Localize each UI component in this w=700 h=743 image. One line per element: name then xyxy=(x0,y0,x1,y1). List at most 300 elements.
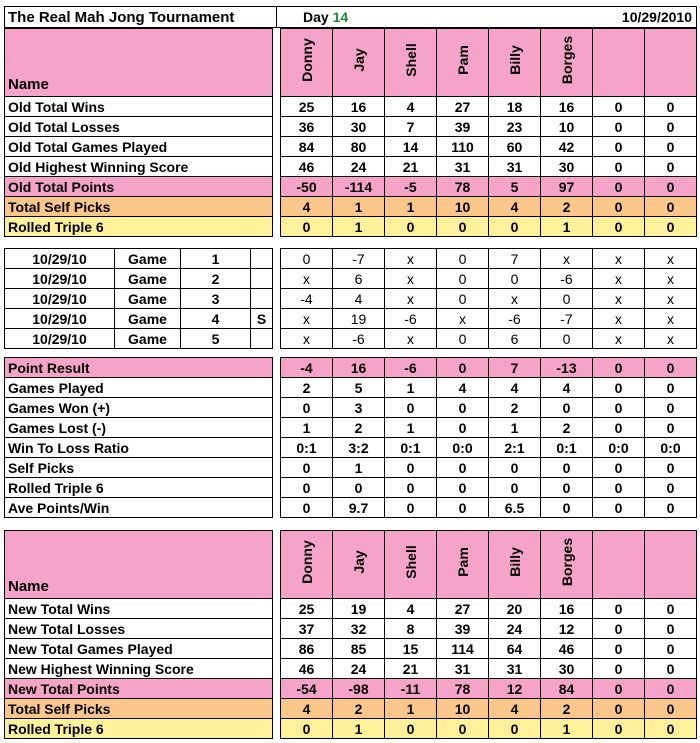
stat-value: 84 xyxy=(541,679,593,699)
new-stats-section xyxy=(4,530,697,739)
result-value: 2 xyxy=(281,378,333,398)
result-value: 0 xyxy=(437,478,489,498)
stat-value: 0 xyxy=(645,659,697,679)
stat-value: 18 xyxy=(489,97,541,117)
stat-value: 14 xyxy=(385,137,437,157)
player-header xyxy=(333,531,385,599)
game-label: Game xyxy=(115,309,181,329)
stat-value: 5 xyxy=(489,177,541,197)
stat-value: 64 xyxy=(489,639,541,659)
game-number: 5 xyxy=(181,329,251,349)
stat-value: 10 xyxy=(437,197,489,217)
game-score: 4 xyxy=(333,289,385,309)
result-value: 0 xyxy=(437,398,489,418)
result-value: 1 xyxy=(385,418,437,438)
result-value: 0 xyxy=(281,398,333,418)
player-header xyxy=(541,531,593,599)
stat-value: 23 xyxy=(489,117,541,137)
stat-value: 24 xyxy=(333,157,385,177)
result-value: 0 xyxy=(437,458,489,478)
result-value: 0:0 xyxy=(645,438,697,458)
game-flag xyxy=(251,269,273,289)
player-name: Shell xyxy=(402,545,419,579)
result-value: 0 xyxy=(541,498,593,518)
result-value: 5 xyxy=(333,378,385,398)
stat-label: Old Total Wins xyxy=(5,97,273,117)
game-score: -6 xyxy=(541,269,593,289)
stat-value: -50 xyxy=(281,177,333,197)
stat-value: 0 xyxy=(437,217,489,237)
stat-value: 46 xyxy=(541,639,593,659)
game-flag xyxy=(251,329,273,349)
stat-value: 0 xyxy=(437,719,489,739)
stat-value: 4 xyxy=(385,599,437,619)
stat-value: 0 xyxy=(645,639,697,659)
result-value: 0 xyxy=(333,478,385,498)
result-value: 0 xyxy=(437,358,489,378)
stat-row xyxy=(5,619,697,639)
result-row xyxy=(5,398,697,418)
stat-row xyxy=(5,197,697,217)
result-value: -13 xyxy=(541,358,593,378)
stat-value: 31 xyxy=(489,659,541,679)
name-header: Name xyxy=(5,29,273,97)
stat-value: 30 xyxy=(541,157,593,177)
result-value: 0 xyxy=(593,358,645,378)
stat-value: 4 xyxy=(489,699,541,719)
game-score: 0 xyxy=(281,249,333,269)
player-header xyxy=(281,29,333,97)
game-score: x xyxy=(281,309,333,329)
game-score: 6 xyxy=(489,329,541,349)
game-score: 0 xyxy=(489,269,541,289)
stat-value: 42 xyxy=(541,137,593,157)
result-value: 0 xyxy=(541,458,593,478)
result-value: 1 xyxy=(489,418,541,438)
player-name: Donny xyxy=(298,38,315,82)
game-score: -6 xyxy=(489,309,541,329)
game-score: x xyxy=(645,269,697,289)
result-value: 0 xyxy=(541,478,593,498)
stat-value: 30 xyxy=(541,659,593,679)
result-value: 0 xyxy=(645,378,697,398)
game-score: x xyxy=(437,309,489,329)
stat-value: 1 xyxy=(385,197,437,217)
stat-label: Rolled Triple 6 xyxy=(5,217,273,237)
game-score: -6 xyxy=(333,329,385,349)
game-score: x xyxy=(593,249,645,269)
title-bar xyxy=(4,6,697,28)
stat-value: 0 xyxy=(645,599,697,619)
player-name: Donny xyxy=(298,540,315,584)
game-score: x xyxy=(645,329,697,349)
stat-value: -11 xyxy=(385,679,437,699)
game-score: x xyxy=(645,309,697,329)
game-score: x xyxy=(593,269,645,289)
result-value: 0:0 xyxy=(593,438,645,458)
stat-value: 85 xyxy=(333,639,385,659)
games-section xyxy=(4,248,697,349)
game-flag xyxy=(251,289,273,309)
stat-label: Old Highest Winning Score xyxy=(5,157,273,177)
result-value: 2 xyxy=(541,418,593,438)
stat-value: 1 xyxy=(333,217,385,237)
stat-row xyxy=(5,177,697,197)
stat-value: 0 xyxy=(281,217,333,237)
stat-row xyxy=(5,699,697,719)
stat-value: 0 xyxy=(489,217,541,237)
player-header xyxy=(541,29,593,97)
player-name: Jay xyxy=(350,48,367,72)
result-value: 0 xyxy=(385,478,437,498)
game-score: x xyxy=(541,249,593,269)
game-score: x xyxy=(645,249,697,269)
stat-row xyxy=(5,659,697,679)
stat-value: 2 xyxy=(541,699,593,719)
game-score: 0 xyxy=(437,249,489,269)
stat-value: 2 xyxy=(333,699,385,719)
result-value: 4 xyxy=(489,378,541,398)
stat-value: 12 xyxy=(541,619,593,639)
result-value: 0 xyxy=(645,498,697,518)
result-value: 2 xyxy=(489,398,541,418)
result-row xyxy=(5,498,697,518)
stat-row xyxy=(5,599,697,619)
result-value: 0 xyxy=(593,398,645,418)
stat-value: 0 xyxy=(385,217,437,237)
stat-value: 1 xyxy=(333,719,385,739)
game-score: x xyxy=(385,289,437,309)
result-value: 0:0 xyxy=(437,438,489,458)
result-value: 0 xyxy=(437,498,489,518)
result-value: 0:1 xyxy=(281,438,333,458)
result-value: 2:1 xyxy=(489,438,541,458)
player-header xyxy=(385,531,437,599)
stat-value: 0 xyxy=(593,699,645,719)
stat-value: 78 xyxy=(437,679,489,699)
result-value: 0 xyxy=(593,458,645,478)
game-date: 10/29/10 xyxy=(5,329,115,349)
result-label: Win To Loss Ratio xyxy=(5,438,273,458)
stat-value: 20 xyxy=(489,599,541,619)
player-header xyxy=(281,531,333,599)
stat-label: Total Self Picks xyxy=(5,197,273,217)
stat-value: 19 xyxy=(333,599,385,619)
player-header xyxy=(437,531,489,599)
stat-label: New Total Losses xyxy=(5,619,273,639)
stat-value: 16 xyxy=(541,97,593,117)
player-header xyxy=(489,531,541,599)
stat-value: 0 xyxy=(645,699,697,719)
result-row xyxy=(5,378,697,398)
result-value: 0 xyxy=(385,458,437,478)
game-score: -6 xyxy=(385,309,437,329)
player-name: Pam xyxy=(454,45,471,75)
stat-value: 4 xyxy=(281,699,333,719)
game-score: x xyxy=(281,269,333,289)
result-value: 0 xyxy=(593,418,645,438)
result-value: 4 xyxy=(437,378,489,398)
tournament-title: The Real Mah Jong Tournament xyxy=(5,7,277,28)
game-score: x xyxy=(593,289,645,309)
game-date: 10/29/10 xyxy=(5,269,115,289)
result-label: Ave Points/Win xyxy=(5,498,273,518)
player-header xyxy=(333,29,385,97)
stat-value: 10 xyxy=(437,699,489,719)
stat-value: 0 xyxy=(645,679,697,699)
result-value: 4 xyxy=(541,378,593,398)
player-name: Borges xyxy=(558,35,575,85)
result-value: 6.5 xyxy=(489,498,541,518)
game-score: 6 xyxy=(333,269,385,289)
result-value: -4 xyxy=(281,358,333,378)
old-header-row xyxy=(5,29,697,97)
stat-value: 0 xyxy=(385,719,437,739)
player-header xyxy=(645,29,697,97)
game-score: 19 xyxy=(333,309,385,329)
result-value: 1 xyxy=(385,378,437,398)
stat-row xyxy=(5,117,697,137)
result-value: 0 xyxy=(385,398,437,418)
stat-value: 0 xyxy=(593,97,645,117)
result-value: 9.7 xyxy=(333,498,385,518)
stat-value: 30 xyxy=(333,117,385,137)
stat-label: Total Self Picks xyxy=(5,699,273,719)
game-score: x xyxy=(385,249,437,269)
stat-label: Old Total Losses xyxy=(5,117,273,137)
result-value: 3 xyxy=(333,398,385,418)
stat-value: 114 xyxy=(437,639,489,659)
result-value: 0 xyxy=(645,478,697,498)
player-name: Shell xyxy=(402,43,419,77)
game-flag: S xyxy=(251,309,273,329)
result-row xyxy=(5,458,697,478)
result-value: 16 xyxy=(333,358,385,378)
game-score: x xyxy=(281,329,333,349)
stat-value: 0 xyxy=(645,97,697,117)
stat-value: 4 xyxy=(489,197,541,217)
game-row xyxy=(5,289,697,309)
stat-value: 1 xyxy=(333,197,385,217)
game-label: Game xyxy=(115,289,181,309)
stat-value: -98 xyxy=(333,679,385,699)
player-name: Borges xyxy=(558,537,575,587)
stat-value: 25 xyxy=(281,599,333,619)
result-row xyxy=(5,418,697,438)
game-label: Game xyxy=(115,249,181,269)
stat-value: 97 xyxy=(541,177,593,197)
stat-value: 32 xyxy=(333,619,385,639)
stat-value: 0 xyxy=(593,197,645,217)
result-row xyxy=(5,358,697,378)
result-value: 7 xyxy=(489,358,541,378)
game-number: 3 xyxy=(181,289,251,309)
result-label: Self Picks xyxy=(5,458,273,478)
result-value: 0 xyxy=(645,418,697,438)
game-score: 0 xyxy=(541,289,593,309)
stat-row xyxy=(5,679,697,699)
stat-value: 0 xyxy=(593,619,645,639)
stat-value: 84 xyxy=(281,137,333,157)
stat-value: 0 xyxy=(593,177,645,197)
game-score: 0 xyxy=(437,289,489,309)
new-header-row xyxy=(5,531,697,599)
stat-value: 0 xyxy=(593,679,645,699)
result-value: 0 xyxy=(281,498,333,518)
game-score: 0 xyxy=(437,269,489,289)
player-name: Billy xyxy=(506,547,523,577)
stat-value: 0 xyxy=(593,217,645,237)
stat-value: 60 xyxy=(489,137,541,157)
stat-row xyxy=(5,137,697,157)
result-label: Games Won (+) xyxy=(5,398,273,418)
stat-row xyxy=(5,157,697,177)
stat-value: 0 xyxy=(593,117,645,137)
game-number: 1 xyxy=(181,249,251,269)
stat-label: New Total Games Played xyxy=(5,639,273,659)
stat-value: 37 xyxy=(281,619,333,639)
stat-value: 0 xyxy=(645,217,697,237)
stat-row xyxy=(5,217,697,237)
stat-value: 21 xyxy=(385,157,437,177)
stat-value: 0 xyxy=(281,719,333,739)
stat-value: -114 xyxy=(333,177,385,197)
stat-value: 46 xyxy=(281,659,333,679)
stat-label: New Highest Winning Score xyxy=(5,659,273,679)
result-label: Games Played xyxy=(5,378,273,398)
day-indicator: Day 14 xyxy=(277,7,549,28)
result-value: 0 xyxy=(645,398,697,418)
stat-value: 2 xyxy=(541,197,593,217)
stat-label: New Total Wins xyxy=(5,599,273,619)
stat-value: 39 xyxy=(437,117,489,137)
game-score: x xyxy=(593,329,645,349)
game-row xyxy=(5,269,697,289)
stat-value: 24 xyxy=(333,659,385,679)
stat-row xyxy=(5,639,697,659)
stat-value: 0 xyxy=(593,157,645,177)
game-date: 10/29/10 xyxy=(5,289,115,309)
result-value: 0 xyxy=(541,398,593,418)
stat-row xyxy=(5,719,697,739)
stat-value: 1 xyxy=(385,699,437,719)
stat-value: 31 xyxy=(437,157,489,177)
stat-value: 0 xyxy=(645,619,697,639)
stat-label: Rolled Triple 6 xyxy=(5,719,273,739)
stat-value: 7 xyxy=(385,117,437,137)
stat-label: Old Total Games Played xyxy=(5,137,273,157)
stat-value: 8 xyxy=(385,619,437,639)
result-label: Games Lost (-) xyxy=(5,418,273,438)
stat-value: -54 xyxy=(281,679,333,699)
day-number: 14 xyxy=(332,9,349,25)
stat-value: 21 xyxy=(385,659,437,679)
stat-value: 78 xyxy=(437,177,489,197)
stat-value: 31 xyxy=(489,157,541,177)
game-score: x xyxy=(645,289,697,309)
stat-value: 0 xyxy=(489,719,541,739)
stat-label: Old Total Points xyxy=(5,177,273,197)
stat-label: New Total Points xyxy=(5,679,273,699)
result-value: -6 xyxy=(385,358,437,378)
player-header xyxy=(489,29,541,97)
stat-value: 36 xyxy=(281,117,333,137)
stat-value: 0 xyxy=(645,197,697,217)
result-value: 1 xyxy=(333,458,385,478)
game-score: x xyxy=(593,309,645,329)
game-score: 0 xyxy=(541,329,593,349)
stat-value: 24 xyxy=(489,619,541,639)
stat-value: 0 xyxy=(645,117,697,137)
result-value: 0 xyxy=(593,498,645,518)
result-value: 0 xyxy=(489,458,541,478)
result-value: 3:2 xyxy=(333,438,385,458)
player-name: Billy xyxy=(506,45,523,75)
stat-value: 31 xyxy=(437,659,489,679)
game-row xyxy=(5,309,697,329)
stat-value: 16 xyxy=(541,599,593,619)
game-number: 2 xyxy=(181,269,251,289)
result-row xyxy=(5,478,697,498)
result-value: 0 xyxy=(281,478,333,498)
stat-value: 39 xyxy=(437,619,489,639)
stat-value: 0 xyxy=(645,177,697,197)
game-row xyxy=(5,329,697,349)
player-header xyxy=(593,29,645,97)
result-value: 0 xyxy=(645,458,697,478)
stat-value: 0 xyxy=(593,719,645,739)
stat-value: 25 xyxy=(281,97,333,117)
result-value: 0 xyxy=(385,498,437,518)
result-value: 0 xyxy=(281,458,333,478)
result-value: 0 xyxy=(645,358,697,378)
game-score: 0 xyxy=(437,329,489,349)
result-value: 0:1 xyxy=(541,438,593,458)
result-label: Point Result xyxy=(5,358,273,378)
game-score: x xyxy=(385,269,437,289)
name-header: Name xyxy=(5,531,273,599)
stat-value: 10 xyxy=(541,117,593,137)
result-value: 0 xyxy=(437,418,489,438)
results-section xyxy=(4,357,697,518)
stat-value: 86 xyxy=(281,639,333,659)
stat-value: 4 xyxy=(281,197,333,217)
player-header xyxy=(385,29,437,97)
result-label: Rolled Triple 6 xyxy=(5,478,273,498)
game-date: 10/29/10 xyxy=(5,249,115,269)
stat-value: 80 xyxy=(333,137,385,157)
stat-value: 0 xyxy=(593,639,645,659)
game-date: 10/29/10 xyxy=(5,309,115,329)
game-score: x xyxy=(489,289,541,309)
game-row xyxy=(5,249,697,269)
old-stats-section xyxy=(4,28,697,237)
player-header xyxy=(437,29,489,97)
game-score: -7 xyxy=(333,249,385,269)
result-value: 0:1 xyxy=(385,438,437,458)
stat-value: 1 xyxy=(541,719,593,739)
game-score: x xyxy=(385,329,437,349)
player-name: Jay xyxy=(350,550,367,574)
stat-value: 15 xyxy=(385,639,437,659)
game-label: Game xyxy=(115,269,181,289)
game-label: Game xyxy=(115,329,181,349)
stat-value: 0 xyxy=(593,599,645,619)
game-flag xyxy=(251,249,273,269)
game-score: -4 xyxy=(281,289,333,309)
game-number: 4 xyxy=(181,309,251,329)
stat-value: 12 xyxy=(489,679,541,699)
